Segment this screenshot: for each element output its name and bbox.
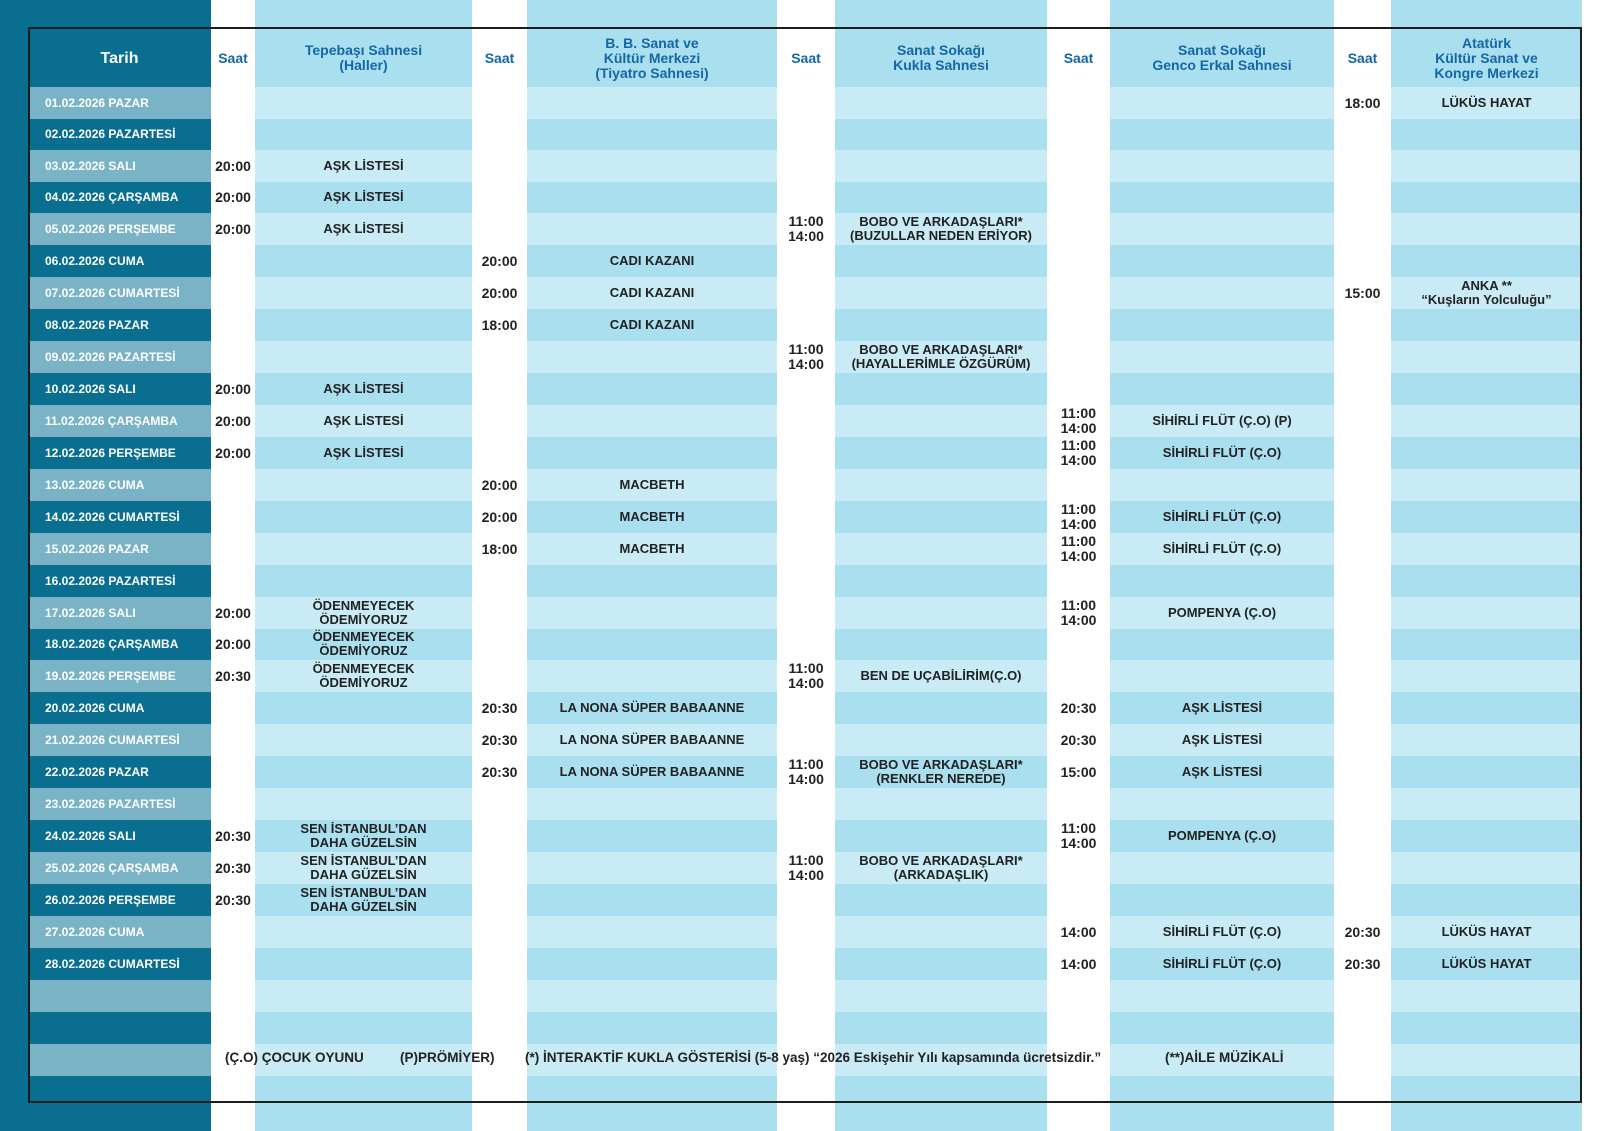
show-time: 11:00 14:00 (1060, 820, 1097, 851)
show-title: LÜKÜS HAYAT (1441, 95, 1532, 110)
s3-row-stripe (835, 916, 1047, 948)
date-cell: 09.02.2026 PAZARTESİ (45, 350, 176, 364)
show-time: 18:00 (1344, 94, 1381, 111)
show-title: AŞK LİSTESİ (323, 189, 404, 204)
s3-row-stripe (835, 788, 1047, 820)
show-time: 20:30 (481, 763, 518, 780)
date-cell: 08.02.2026 PAZAR (45, 318, 149, 332)
s3-row-stripe (835, 150, 1047, 182)
show-time: 20:00 (215, 220, 251, 237)
show-title: MACBETH (619, 541, 685, 556)
s3-row-stripe (835, 405, 1047, 437)
header-saat-5: Saat (1347, 49, 1378, 66)
date-cell: 03.02.2026 SALI (45, 159, 136, 173)
legend-family-musical: (**)AİLE MÜZİKALİ (1165, 1050, 1284, 1065)
s3-row-stripe (835, 533, 1047, 565)
show-title: SEN İSTANBUL’DAN DAHA GÜZELSİN (300, 885, 427, 914)
legend-interactive-puppet: (*) İNTERAKTİF KUKLA GÖSTERİSİ (5-8 yaş) “2026 Eskişehir Yılı kapsamında ücretsizdir.” (525, 1050, 1102, 1065)
show-title: SİHİRLİ FLÜT (Ç.O) (1162, 541, 1282, 556)
show-title: LA NONA SÜPER BABAANNE (559, 764, 745, 779)
s5-row-stripe (1391, 597, 1582, 629)
s5-row-stripe (1391, 852, 1582, 884)
s3-row-stripe (835, 724, 1047, 756)
date-cell: 23.02.2026 PAZARTESİ (45, 797, 176, 811)
date-cell: 18.02.2026 ÇARŞAMBA (45, 637, 179, 651)
s5-row-stripe (1391, 1044, 1582, 1076)
s2-row-stripe (527, 788, 777, 820)
show-title: ÖDENMEYECEK ÖDEMİYORUZ (312, 629, 415, 658)
date-cell: 13.02.2026 CUMA (45, 478, 145, 492)
show-title: BOBO VE ARKADAŞLARI* (ARKADAŞLIK) (859, 853, 1023, 882)
date-cell: 02.02.2026 PAZARTESİ (45, 127, 176, 141)
s3-row-stripe (835, 597, 1047, 629)
show-time: 14:00 (1060, 955, 1097, 972)
show-time: 11:00 14:00 (788, 852, 824, 883)
header-date: Tarih (100, 49, 139, 67)
s1-row-stripe (255, 724, 472, 756)
date-cell: 11.02.2026 ÇARŞAMBA (45, 414, 178, 428)
s3-row-stripe (835, 277, 1047, 309)
header-venue-3: Sanat Sokağı Kukla Sahnesi (893, 42, 989, 73)
s4-row-stripe (1110, 213, 1334, 245)
show-time: 20:30 (215, 667, 251, 684)
date-cell: 19.02.2026 PERŞEMBE (45, 669, 176, 683)
show-time: 14:00 (1060, 923, 1097, 940)
show-title: SEN İSTANBUL’DAN DAHA GÜZELSİN (300, 821, 427, 850)
date-cell: 24.02.2026 SALI (45, 829, 136, 843)
show-time: 15:00 (1344, 284, 1381, 301)
s4-row-stripe (1110, 277, 1334, 309)
show-time: 11:00 14:00 (1060, 405, 1097, 436)
s1-row-stripe (255, 469, 472, 501)
show-time: 20:30 (1344, 923, 1381, 940)
s3-row-stripe (835, 469, 1047, 501)
s5-row-stripe (1391, 724, 1582, 756)
show-title: SİHİRLİ FLÜT (Ç.O) (1162, 509, 1282, 524)
show-time: 20:00 (481, 284, 518, 301)
show-time: 18:00 (481, 540, 518, 557)
date-cell: 01.02.2026 PAZAR (45, 96, 149, 110)
show-title: LA NONA SÜPER BABAANNE (559, 732, 745, 747)
show-title: BEN DE UÇABİLİRİM(Ç.O) (860, 668, 1022, 683)
show-time: 20:30 (215, 859, 251, 876)
header-saat-4: Saat (1063, 49, 1094, 66)
s2-row-stripe (527, 213, 777, 245)
s2-row-stripe (527, 852, 777, 884)
s5-row-stripe (1391, 788, 1582, 820)
s2-row-stripe (527, 150, 777, 182)
show-title: SİHİRLİ FLÜT (Ç.O) (1162, 445, 1282, 460)
s5-row-stripe (1391, 213, 1582, 245)
show-time: 20:00 (215, 188, 251, 205)
date-cell: 12.02.2026 PERŞEMBE (45, 446, 176, 460)
show-title: BOBO VE ARKADAŞLARI* (BUZULLAR NEDEN ERİYOR) (850, 214, 1032, 243)
legend-premiere: (P)PRÖMİYER) (400, 1050, 495, 1065)
show-time: 20:00 (215, 157, 251, 174)
date-cell: 28.02.2026 CUMARTESİ (45, 957, 180, 971)
date-cell: 17.02.2026 SALI (45, 606, 136, 620)
s2-row-stripe (527, 980, 777, 1012)
s3-row-stripe (835, 87, 1047, 119)
date-cell: 10.02.2026 SALI (45, 382, 136, 396)
date-cell: 05.02.2026 PERŞEMBE (45, 222, 176, 236)
s4-row-stripe (1110, 87, 1334, 119)
show-time: 11:00 14:00 (788, 660, 824, 691)
date-cell: 21.02.2026 CUMARTESİ (45, 733, 180, 747)
show-title: AŞK LİSTESİ (1181, 732, 1263, 747)
show-title: POMPENYA (Ç.O) (1167, 828, 1277, 843)
show-time: 20:30 (1060, 731, 1097, 748)
s1-row-stripe (255, 788, 472, 820)
show-time: 18:00 (481, 316, 518, 333)
header-saat-1: Saat (218, 49, 248, 66)
show-title: AŞK LİSTESİ (323, 221, 404, 236)
s4-row-stripe (1110, 469, 1334, 501)
show-time: 11:00 14:00 (1060, 501, 1097, 532)
header-venue-1: Tepebaşı Sahnesi (Haller) (304, 42, 423, 73)
show-time: 11:00 14:00 (788, 756, 824, 787)
show-time: 20:00 (481, 508, 518, 525)
show-title: POMPENYA (Ç.O) (1167, 605, 1277, 620)
show-title: ANKA ** “Kuşların Yolculuğu” (1421, 278, 1552, 307)
s4-row-stripe (1110, 660, 1334, 692)
s2-row-stripe (527, 660, 777, 692)
show-time: 15:00 (1060, 763, 1097, 780)
show-title: LÜKÜS HAYAT (1441, 924, 1532, 939)
s1-row-stripe (255, 277, 472, 309)
date-cell: 15.02.2026 PAZAR (45, 542, 149, 556)
date-cell: 06.02.2026 CUMA (45, 254, 145, 268)
show-title: SİHİRLİ FLÜT (Ç.O) (1162, 924, 1282, 939)
date-cell: 04.02.2026 ÇARŞAMBA (45, 190, 179, 204)
show-title: SİHİRLİ FLÜT (Ç.O) (1162, 956, 1282, 971)
date-cell: 07.02.2026 CUMARTESİ (45, 286, 180, 300)
show-time: 20:00 (215, 412, 251, 429)
show-time: 20:30 (215, 827, 251, 844)
show-title: AŞK LİSTESİ (323, 381, 404, 396)
s4-row-stripe (1110, 980, 1334, 1012)
s4-row-stripe (1110, 852, 1334, 884)
show-time: 20:00 (215, 380, 251, 397)
s1-row-stripe (255, 341, 472, 373)
s4-row-stripe (1110, 150, 1334, 182)
show-time: 20:00 (481, 252, 518, 269)
date-row-stripe (28, 980, 211, 1012)
show-title: AŞK LİSTESİ (323, 413, 404, 428)
s5-row-stripe (1391, 341, 1582, 373)
header-venue-4: Sanat Sokağı Genco Erkal Sahnesi (1152, 42, 1292, 73)
show-time: 20:30 (481, 731, 518, 748)
show-title: ÖDENMEYECEK ÖDEMİYORUZ (312, 598, 415, 627)
s2-row-stripe (527, 916, 777, 948)
show-time: 20:30 (215, 891, 251, 908)
date-cell: 14.02.2026 CUMARTESİ (45, 510, 180, 524)
show-title: LÜKÜS HAYAT (1441, 956, 1532, 971)
show-time: 11:00 14:00 (1060, 437, 1097, 468)
show-title: CADI KAZANI (609, 253, 695, 268)
s5-row-stripe (1391, 980, 1582, 1012)
s2-row-stripe (527, 405, 777, 437)
date-cell: 27.02.2026 CUMA (45, 925, 145, 939)
s5-row-stripe (1391, 469, 1582, 501)
show-title: SEN İSTANBUL’DAN DAHA GÜZELSİN (300, 853, 427, 882)
show-time: 11:00 14:00 (788, 213, 824, 244)
show-title: SİHİRLİ FLÜT (Ç.O) (P) (1152, 413, 1292, 428)
date-row-stripe (28, 1044, 211, 1076)
date-cell: 26.02.2026 PERŞEMBE (45, 893, 176, 907)
show-title: LA NONA SÜPER BABAANNE (559, 700, 745, 715)
s1-row-stripe (255, 916, 472, 948)
s5-row-stripe (1391, 405, 1582, 437)
s4-row-stripe (1110, 788, 1334, 820)
s5-row-stripe (1391, 150, 1582, 182)
show-title: CADI KAZANI (609, 285, 695, 300)
show-title: AŞK LİSTESİ (323, 158, 404, 173)
s1-row-stripe (255, 533, 472, 565)
show-time: 20:00 (215, 444, 251, 461)
show-title: AŞK LİSTESİ (1181, 700, 1263, 715)
show-time: 20:00 (215, 604, 251, 621)
s1-row-stripe (255, 980, 472, 1012)
show-title: ÖDENMEYECEK ÖDEMİYORUZ (312, 661, 415, 690)
show-title: MACBETH (619, 509, 685, 524)
show-time: 11:00 14:00 (1060, 533, 1097, 564)
show-time: 20:00 (481, 476, 518, 493)
show-title: CADI KAZANI (609, 317, 695, 332)
date-cell: 22.02.2026 PAZAR (45, 765, 149, 779)
show-title: AŞK LİSTESİ (1181, 764, 1263, 779)
header-venue-5: Atatürk Kültür Sanat ve Kongre Merkezi (1434, 34, 1539, 81)
legend-child-play: (Ç.O) ÇOCUK OYUNU (225, 1050, 364, 1065)
show-time: 11:00 14:00 (1060, 597, 1097, 628)
date-cell: 25.02.2026 ÇARŞAMBA (45, 861, 179, 875)
show-time: 20:00 (215, 635, 251, 652)
s5-row-stripe (1391, 660, 1582, 692)
date-cell: 16.02.2026 PAZARTESİ (45, 574, 176, 588)
show-title: MACBETH (619, 477, 685, 492)
s4-row-stripe (1110, 341, 1334, 373)
s1-row-stripe (255, 87, 472, 119)
s2-row-stripe (527, 87, 777, 119)
header-venue-2: B. B. Sanat ve Kültür Merkezi (Tiyatro Sahnesi) (595, 34, 709, 81)
show-time: 20:30 (481, 699, 518, 716)
header-saat-3: Saat (791, 49, 821, 66)
date-cell: 20.02.2026 CUMA (45, 701, 145, 715)
show-title: BOBO VE ARKADAŞLARI* (HAYALLERİMLE ÖZGÜRÜM) (851, 342, 1031, 371)
s2-row-stripe (527, 341, 777, 373)
header-saat-2: Saat (484, 49, 515, 66)
show-title: AŞK LİSTESİ (323, 445, 404, 460)
show-time: 20:30 (1344, 955, 1381, 972)
show-title: BOBO VE ARKADAŞLARI* (RENKLER NEREDE) (859, 757, 1023, 786)
s2-row-stripe (527, 597, 777, 629)
s5-row-stripe (1391, 533, 1582, 565)
show-time: 11:00 14:00 (788, 341, 824, 372)
s3-row-stripe (835, 980, 1047, 1012)
show-time: 20:30 (1060, 699, 1097, 716)
